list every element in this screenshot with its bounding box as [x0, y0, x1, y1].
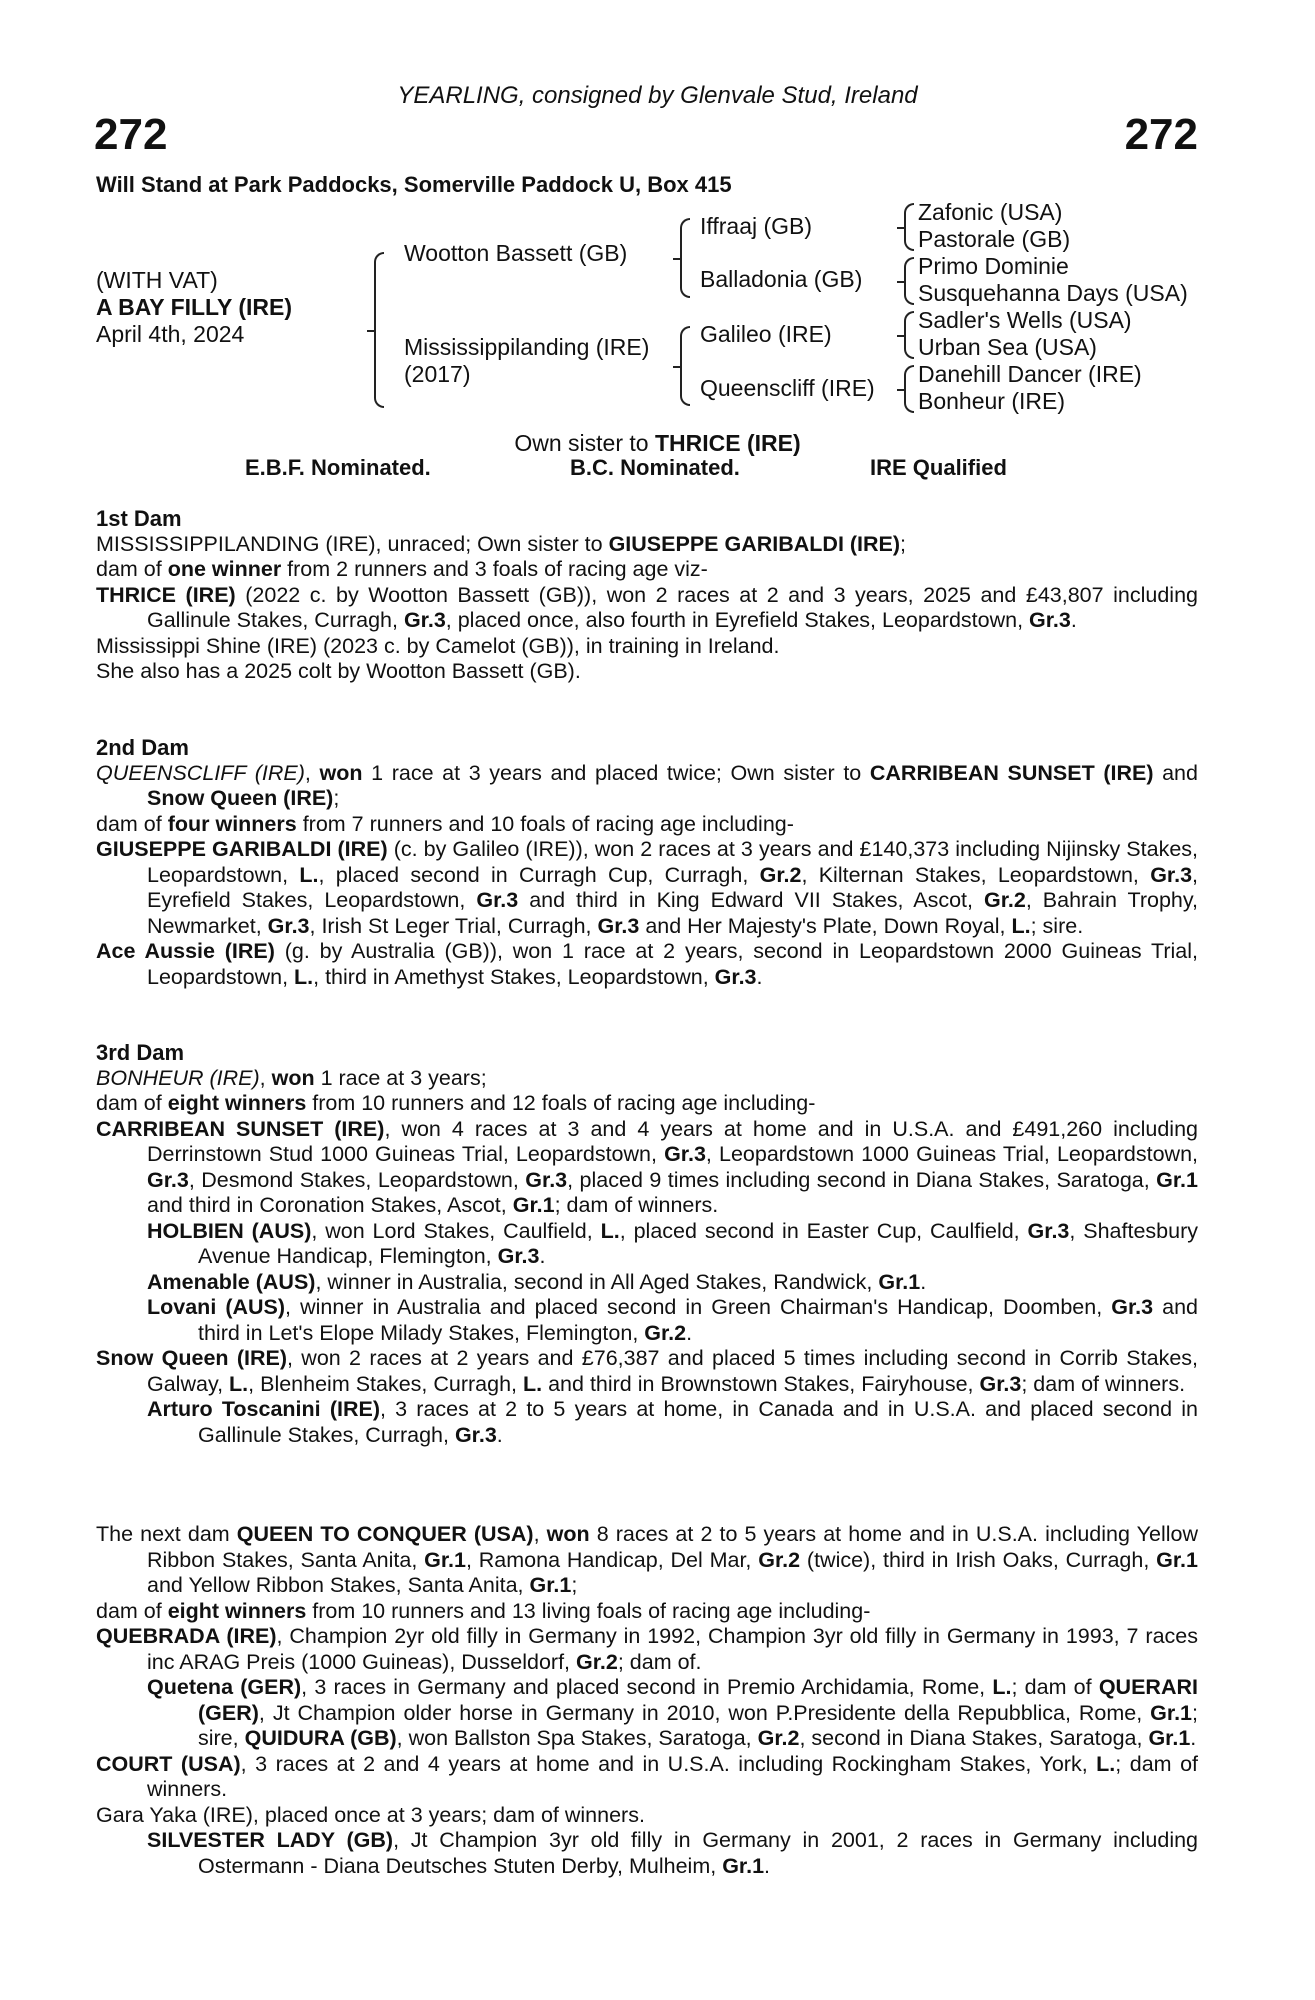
lot-number-left: 272 — [94, 110, 168, 159]
text: from 7 runners and 10 foals of racing age including- — [296, 811, 794, 836]
text: ; — [333, 786, 340, 810]
bold-text: QUERARI (GER) — [198, 1675, 1198, 1725]
bold-text: Gr.3 — [1111, 1295, 1154, 1319]
bold-text: eight winners — [167, 1598, 307, 1623]
text: 1 race at 3 years; — [314, 1065, 487, 1090]
text: from 10 runners and 12 foals of racing age including- — [306, 1091, 816, 1115]
bold-text: HOLBIEN (AUS) — [147, 1218, 312, 1243]
sire-name: Wootton Bassett (GB) — [404, 240, 628, 266]
pedigree-paragraph — [96, 1091, 1198, 1117]
text: and third in Brownstown Stakes, Fairyhouse, — [542, 1371, 980, 1396]
text: , third in Amethyst Stakes, Leopardstown, — [313, 964, 715, 989]
bold-text: Lovani (AUS) — [147, 1295, 286, 1319]
bold-text: GIUSEPPE GARIBALDI (IRE) — [608, 531, 901, 556]
text: , Bahrain Trophy, Newmarket, — [147, 888, 1199, 938]
text: , Leopardstown 1000 Guineas Trial, Leopardstown, — [705, 1142, 1199, 1166]
italic-text: QUEENSCLIFF (IRE) — [96, 760, 305, 785]
bold-text: Gr.1 — [1148, 1726, 1191, 1750]
text: , 3 races in Germany and placed second in Premio Archidamia, Rome, — [301, 1675, 993, 1699]
bold-text: CARRIBEAN SUNSET (IRE) — [96, 1116, 385, 1141]
pedigree-paragraph — [45, 1803, 1198, 1829]
lot-name: A BAY FILLY (IRE) — [96, 294, 292, 320]
text: and — [1153, 760, 1198, 785]
text: , — [304, 760, 320, 785]
bold-text: eight winners — [167, 1091, 307, 1115]
section-title: 2nd Dam — [96, 735, 189, 760]
bold-text: Gr.3 — [1029, 608, 1071, 632]
pedigree-paragraph — [96, 1522, 1198, 1599]
text: , Jt Champion 3yr old filly in Germany in 2001, 2 races in Germany including Ostermann - Diana Deutsches Stuten Derby, Mulheim, — [198, 1828, 1199, 1878]
pedigree-paragraph — [45, 1675, 1198, 1752]
bold-text: Snow Queen (IRE) — [96, 1346, 288, 1370]
section-title: 3rd Dam — [96, 1040, 185, 1065]
bold-text: Gr.3 — [267, 913, 310, 938]
bold-text: Gr.2 — [644, 1320, 687, 1345]
text: . — [764, 1853, 771, 1878]
text: (twice), third in Irish Oaks, Curragh, — [800, 1547, 1157, 1572]
bold-text: L. — [600, 1218, 620, 1243]
text: and third in King Edward VII Stakes, Ascot, — [518, 888, 984, 912]
text: and third in Coronation Stakes, Ascot, — [147, 1193, 513, 1217]
text: dam of — [96, 1091, 168, 1115]
pedigree-paragraph — [45, 837, 1198, 939]
text: She also has a 2025 colt by Wootton Bassett (GB). — [96, 659, 581, 683]
text: , won Ballston Spa Stakes, Saratoga, — [396, 1726, 758, 1750]
bold-text: Gr.3 — [1150, 862, 1193, 887]
text: 8 races at 2 to 5 years at home and in U.S.A. including Yellow Ribbon Stakes, Santa Anita, — [147, 1522, 1199, 1572]
text: (g. by Australia (GB)), won 1 race at 2 years, second in Leopardstown 2000 Guineas Trial, Leopardstown, — [147, 939, 1198, 989]
bold-text: L. — [294, 964, 314, 989]
dam-dam: Queenscliff (IRE) — [700, 375, 875, 401]
bold-text: Gr.3 — [597, 913, 640, 938]
bold-text: Gr.1 — [512, 1193, 555, 1217]
bold-text: L. — [299, 862, 319, 887]
ancestor: Danehill Dancer (IRE) — [918, 361, 1142, 387]
text: dam of — [96, 811, 168, 836]
pedigree-paragraph — [45, 1117, 1198, 1219]
dam-section — [96, 506, 1198, 685]
bold-text: Ace Aussie (IRE) — [96, 939, 275, 963]
bold-text: QUEEN TO CONQUER (USA) — [236, 1522, 534, 1546]
bold-text: Gr.1 — [878, 1269, 921, 1294]
bold-text: won — [546, 1522, 590, 1546]
pedigree-paragraph — [45, 634, 1198, 660]
text: Mississippi Shine (IRE) (2023 c. by Camelot (GB)), in training in Ireland. — [96, 633, 780, 658]
brace-gen2-dam — [680, 326, 690, 406]
sire-sire: Iffraaj (GB) — [700, 213, 813, 239]
bold-text: Gr.3 — [1027, 1218, 1070, 1243]
text: ; dam of winners. — [1021, 1371, 1186, 1396]
own-sister-prefix: Own sister to — [514, 430, 655, 456]
text: , Irish St Leger Trial, Curragh, — [309, 913, 598, 938]
dam-section — [96, 1522, 1198, 1879]
ancestor: Primo Dominie — [918, 253, 1069, 279]
foaling-date: April 4th, 2024 — [96, 321, 245, 347]
italic-text: BONHEUR (IRE) — [96, 1065, 260, 1090]
brace-gen1 — [374, 252, 384, 408]
ancestor: Bonheur (IRE) — [918, 388, 1066, 414]
text: (2022 c. by Wootton Bassett (GB)), won 2 races at 2 and 3 years, 2025 and £43,807 including Gallinule Stakes, Curragh, — [147, 582, 1198, 632]
text: . — [496, 1422, 503, 1447]
text: . — [756, 964, 763, 989]
pedigree-paragraph — [45, 1270, 1198, 1296]
bold-text: Gr.2 — [757, 1726, 800, 1750]
bold-text: THRICE (IRE) — [96, 582, 236, 607]
text: , won Lord Stakes, Caulfield, — [311, 1218, 601, 1243]
ancestor: Sadler's Wells (USA) — [918, 307, 1132, 333]
bold-text: L. — [229, 1371, 249, 1396]
bold-text: Gr.1 — [529, 1573, 572, 1597]
bold-text: Gr.1 — [1156, 1167, 1198, 1192]
bold-text: Gr.3 — [714, 964, 757, 989]
bold-text: Amenable (AUS) — [147, 1269, 316, 1294]
pedigree-paragraph — [96, 557, 1198, 583]
bold-text: won — [319, 760, 363, 785]
ancestor: Pastorale (GB) — [918, 226, 1071, 252]
consignment-line: YEARLING, consigned by Glenvale Stud, Ireland — [397, 82, 918, 109]
text: , — [259, 1065, 272, 1090]
pedigree-paragraph — [45, 1295, 1198, 1346]
text: and Yellow Ribbon Stakes, Santa Anita, — [147, 1573, 530, 1597]
bold-text: Gr.3 — [476, 888, 519, 912]
stand-location: Will Stand at Park Paddocks, Somerville Paddock U, Box 415 — [96, 172, 732, 197]
bold-text: Gr.2 — [576, 1649, 618, 1674]
bold-text: Gr.1 — [1150, 1700, 1193, 1725]
bold-text: four winners — [167, 811, 297, 836]
text: , — [533, 1522, 547, 1546]
bold-text: Gr.1 — [722, 1853, 765, 1878]
text: from 2 runners and 3 foals of racing age viz- — [281, 557, 708, 581]
text: , winner in Australia and placed second in Green Chairman's Handicap, Doomben, — [285, 1295, 1112, 1319]
pedigree-paragraph — [45, 1752, 1198, 1803]
pedigree-paragraph — [45, 1346, 1198, 1397]
own-sister-note — [0, 430, 1315, 457]
text: , Champion 2yr old filly in Germany in 1992, Champion 3yr old filly in Germany in 1993, 7 races inc ARAG Preis (1000 Guineas), Dusseldorf, — [147, 1624, 1198, 1674]
text: , placed once, also fourth in Eyrefield Stakes, Leopardstown, — [445, 608, 1030, 632]
text: . — [1190, 1726, 1197, 1750]
bold-text: QUIDURA (GB) — [244, 1726, 397, 1750]
own-sister-name: THRICE (IRE) — [654, 430, 801, 456]
vat-note: (WITH VAT) — [96, 267, 218, 293]
text: and Her Majesty's Plate, Down Royal, — [639, 913, 1012, 938]
text: ; — [571, 1573, 578, 1597]
brace-gen2-sire — [680, 218, 690, 298]
pedigree-paragraph — [96, 659, 1198, 685]
ancestor: Zafonic (USA) — [918, 199, 1063, 225]
pedigree-paragraph — [45, 583, 1198, 634]
brace-gen3-2 — [904, 257, 914, 305]
text: ; sire. — [1030, 913, 1084, 938]
bold-text: CARRIBEAN SUNSET (IRE) — [869, 760, 1154, 785]
text: , 3 races at 2 to 5 years at home, in Canada and in U.S.A. and placed second in Gallinule Stakes, Curragh, — [198, 1397, 1198, 1447]
pedigree-paragraph — [96, 1599, 1198, 1625]
pedigree-paragraph — [96, 532, 1198, 558]
bold-text: Gr.3 — [664, 1142, 706, 1166]
bold-text: Gr.2 — [758, 1547, 801, 1572]
text: . — [539, 1244, 546, 1268]
text: , Blenheim Stakes, Curragh, — [248, 1371, 524, 1396]
bold-text: one winner — [167, 557, 282, 581]
section-title: 1st Dam — [96, 506, 182, 531]
text: dam of — [96, 557, 168, 581]
text: and third in Let's Elope Milady Stakes, Flemington, — [198, 1295, 1198, 1345]
text: dam of — [96, 1598, 168, 1623]
text: from 10 runners and 13 living foals of racing age including- — [306, 1598, 871, 1623]
bold-text: L. — [523, 1371, 543, 1396]
dam-sire: Galileo (IRE) — [700, 321, 832, 347]
dam-name: Mississippilanding (IRE) — [404, 334, 650, 360]
bold-text: Gr.3 — [403, 608, 446, 632]
text: , Ramona Handicap, Del Mar, — [465, 1547, 759, 1572]
text: ; dam of winners. — [554, 1193, 719, 1217]
dam-section — [96, 1040, 1198, 1448]
text: . — [686, 1320, 693, 1345]
pedigree-paragraph — [45, 1397, 1198, 1448]
pedigree-paragraph — [45, 1828, 1198, 1879]
text: Gara Yaka (IRE), placed once at 3 years; dam of winners. — [96, 1802, 645, 1827]
text: ; — [900, 531, 907, 556]
ancestor: Susquehanna Days (USA) — [918, 280, 1188, 306]
text: , Shaftesbury Avenue Handicap, Flemington, — [198, 1218, 1198, 1268]
text: , 3 races at 2 and 4 years at home and in U.S.A. including Rockingham Stakes, York, — [240, 1751, 1097, 1776]
bold-text: GIUSEPPE GARIBALDI (IRE) — [96, 837, 388, 861]
bold-text: Snow Queen (IRE) — [147, 786, 334, 810]
text: ; dam of winners. — [147, 1751, 1198, 1801]
bold-text: Gr.3 — [147, 1167, 189, 1192]
bold-text: won — [271, 1065, 315, 1090]
text: (c. by Galileo (IRE)), won 2 races at 3 years and £140,373 including Nijinsky Stakes, Leopardstown, — [147, 837, 1199, 887]
text: , won 4 races at 3 and 4 years at home and in U.S.A. and £491,260 including Derrinstown Stud 1000 Guineas Trial, Leopardstown, — [147, 1116, 1198, 1166]
text: ; sire, — [198, 1700, 1198, 1750]
bold-text: QUEBRADA (IRE) — [96, 1624, 277, 1648]
bold-text: L. — [992, 1675, 1012, 1699]
bold-text: Gr.2 — [759, 862, 802, 887]
lot-number-right: 272 — [1124, 110, 1198, 159]
pedigree-paragraph — [45, 1219, 1198, 1270]
bold-text: L. — [1011, 913, 1031, 938]
pedigree-paragraph — [45, 1624, 1198, 1675]
bold-text: Gr.3 — [525, 1167, 568, 1192]
ancestor: Urban Sea (USA) — [918, 334, 1097, 360]
ebf-badge: E.B.F. Nominated. — [245, 455, 431, 480]
bold-text: Gr.1 — [424, 1547, 466, 1572]
bold-text: Arturo Toscanini (IRE) — [147, 1397, 380, 1421]
ire-badge: IRE Qualified — [870, 455, 1007, 480]
text: The next dam — [96, 1522, 237, 1546]
bold-text: Gr.3 — [454, 1422, 497, 1447]
bold-text: Quetena (GER) — [147, 1675, 302, 1699]
brace-gen3-4 — [904, 365, 914, 413]
pedigree-paragraph — [45, 939, 1198, 990]
bold-text: Gr.3 — [497, 1244, 540, 1268]
bold-text: L. — [1096, 1751, 1116, 1776]
bc-badge: B.C. Nominated. — [570, 455, 740, 480]
brace-gen3-3 — [904, 311, 914, 359]
text: 1 race at 3 years and placed twice; Own sister to — [362, 760, 870, 785]
text: , placed 9 times including second in Diana Stakes, Saratoga, — [567, 1167, 1157, 1192]
text: MISSISSIPPILANDING (IRE), unraced; Own sister to — [96, 531, 609, 556]
bold-text: COURT (USA) — [96, 1751, 241, 1776]
pedigree-paragraph — [96, 1066, 1198, 1092]
text: . — [1070, 608, 1077, 632]
bold-text: SILVESTER LADY (GB) — [147, 1828, 394, 1852]
dam-section — [96, 735, 1198, 990]
pedigree-paragraph — [96, 812, 1198, 838]
bold-text: Gr.3 — [979, 1371, 1022, 1396]
text: ; dam of — [1011, 1675, 1099, 1699]
bold-text: Gr.2 — [984, 888, 1026, 912]
pedigree-paragraph — [96, 761, 1198, 812]
text: . — [920, 1269, 927, 1294]
text: , Desmond Stakes, Leopardstown, — [188, 1167, 526, 1192]
text: , Jt Champion older horse in Germany in 2010, won P.Presidente della Repubblica, Rome, — [258, 1700, 1151, 1725]
brace-gen3-1 — [904, 203, 914, 251]
bold-text: Gr.1 — [1156, 1547, 1198, 1572]
sire-dam: Balladonia (GB) — [700, 266, 863, 292]
text: , placed second in Easter Cup, Caulfield, — [619, 1218, 1028, 1243]
text: ; dam of. — [617, 1649, 702, 1674]
text: , second in Diana Stakes, Saratoga, — [799, 1726, 1149, 1750]
text: , Eyrefield Stakes, Leopardstown, — [147, 862, 1199, 912]
text: , won 2 races at 2 years and £76,387 and placed 5 times including second in Corrib Stakes, Galway, — [147, 1346, 1198, 1396]
text: , Kilternan Stakes, Leopardstown, — [801, 862, 1151, 887]
text: , winner in Australia, second in All Aged Stakes, Randwick, — [315, 1269, 879, 1294]
dam-year: (2017) — [404, 361, 471, 387]
text: , placed second in Curragh Cup, Curragh, — [318, 862, 760, 887]
